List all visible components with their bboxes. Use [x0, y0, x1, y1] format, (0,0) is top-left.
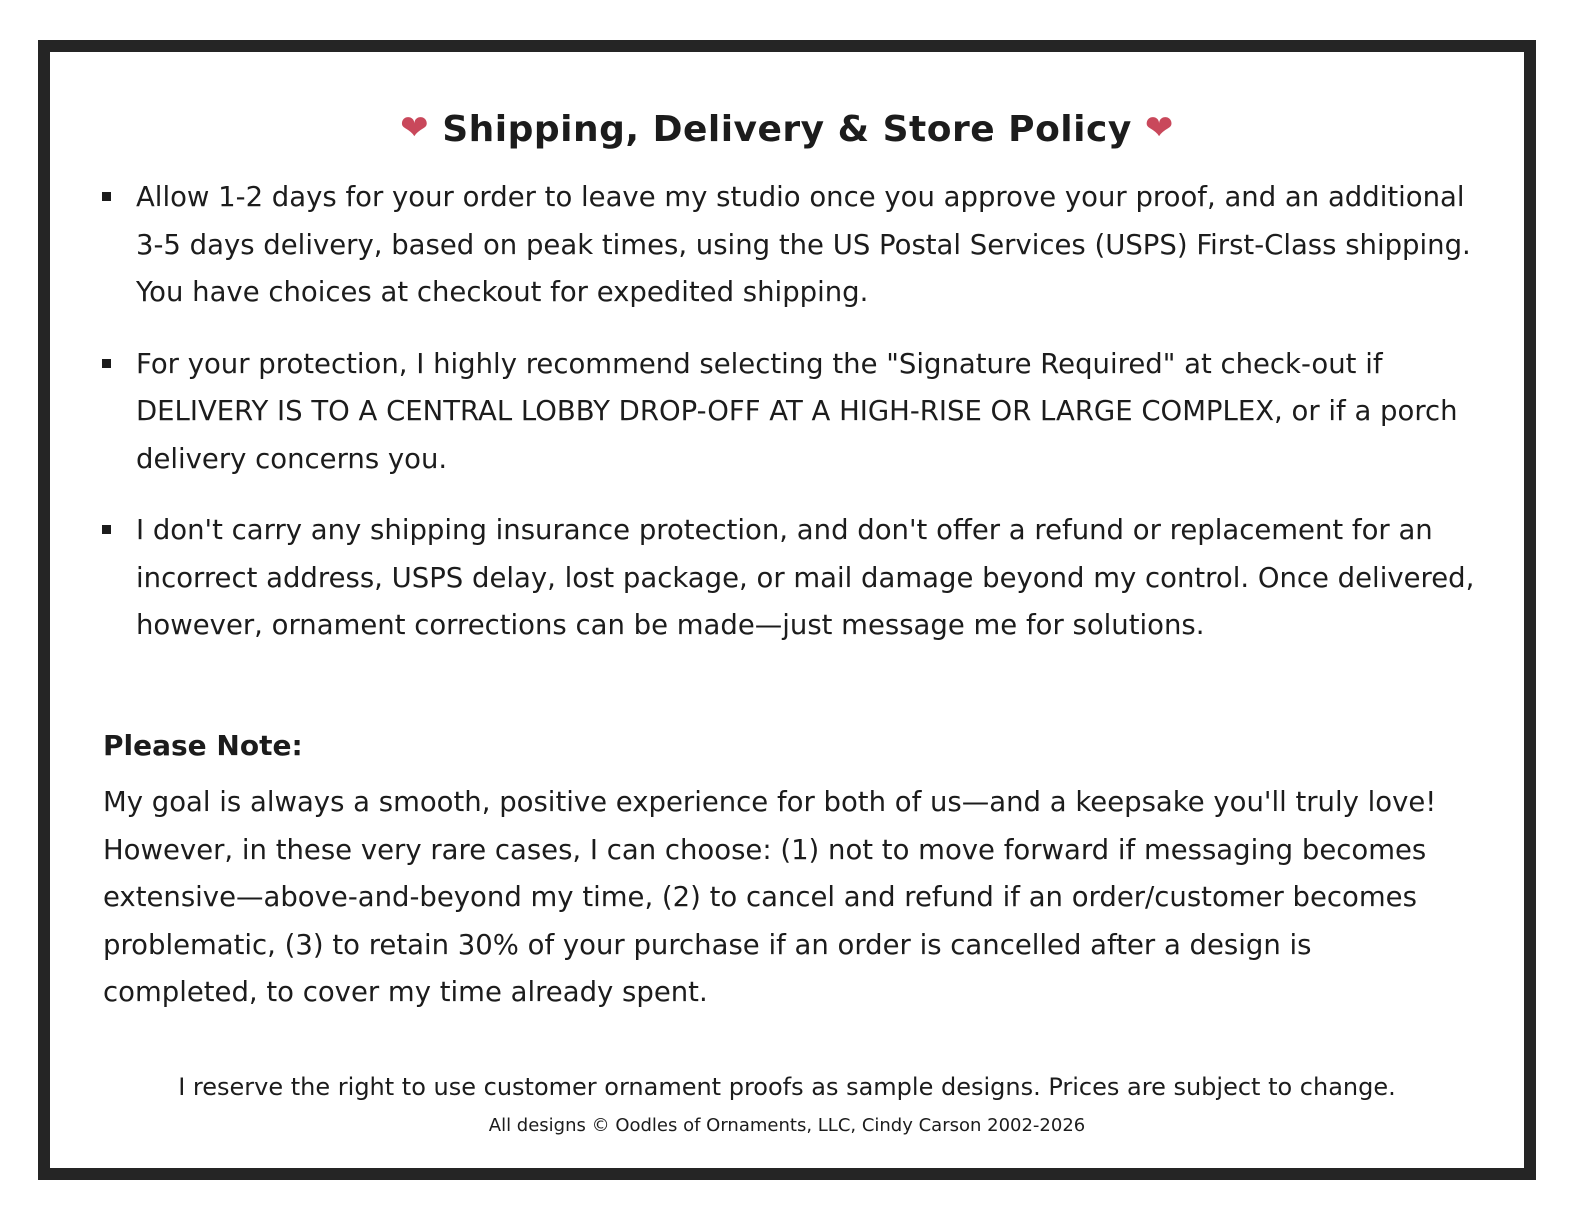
- bullet-text: I don't carry any shipping insurance protection, and don't offer a refund or replacement for an incorrect address, USPS delay, lost package, or mail damage beyond my control. Once delivered, however, ornament corrections can be made—just message me for solutions.: [136, 514, 1475, 641]
- list-item: [98, 507, 1488, 650]
- bullet-square-icon: [102, 359, 111, 368]
- bullet-text: Allow 1-2 days for your order to leave my studio once you approve your proof, and an additional 3-5 days delivery, based on peak times, using the US Postal Services (USPS) First-Class shipping. You have choices at checkout for expedited shipping.: [136, 181, 1471, 308]
- page-title: Shipping, Delivery & Store Policy: [442, 109, 1132, 150]
- policy-bullet-list: [98, 174, 1488, 674]
- policy-frame: [38, 40, 1536, 1180]
- note-heading: Please Note:: [103, 729, 303, 762]
- bullet-square-icon: [102, 192, 111, 201]
- reserve-rights-text: I reserve the right to use customer ornament proofs as sample designs. Prices are subject to change.: [178, 1073, 1396, 1101]
- note-body: My goal is always a smooth, positive experience for both of us—and a keepsake you'll truly love! However, in these very rare cases, I can choose: (1) not to move forward if messaging becomes extensive—above-and-beyond my time, (2) to cancel and refund if an order/customer becomes problematic, (3) to retain 30% of your purchase if an order is cancelled after a design is completed, to cover my time already spent.: [103, 786, 1437, 1008]
- copyright-text: All designs © Oodles of Ornaments, LLC, Cindy Carson 2002-2026: [488, 1115, 1086, 1136]
- heart-icon: ❤: [400, 108, 430, 148]
- bullet-square-icon: [102, 525, 111, 534]
- list-item: [98, 341, 1488, 484]
- list-item: [98, 174, 1488, 317]
- title-row: [50, 104, 1524, 154]
- heart-icon: ❤: [1144, 108, 1174, 148]
- bullet-text: For your protection, I highly recommend selecting the "Signature Required" at check-out if DELIVERY IS TO A CENTRAL LOBBY DROP-OFF AT A HIGH-RISE OR LARGE COMPLEX, or if a porch delivery concerns you.: [136, 347, 1458, 475]
